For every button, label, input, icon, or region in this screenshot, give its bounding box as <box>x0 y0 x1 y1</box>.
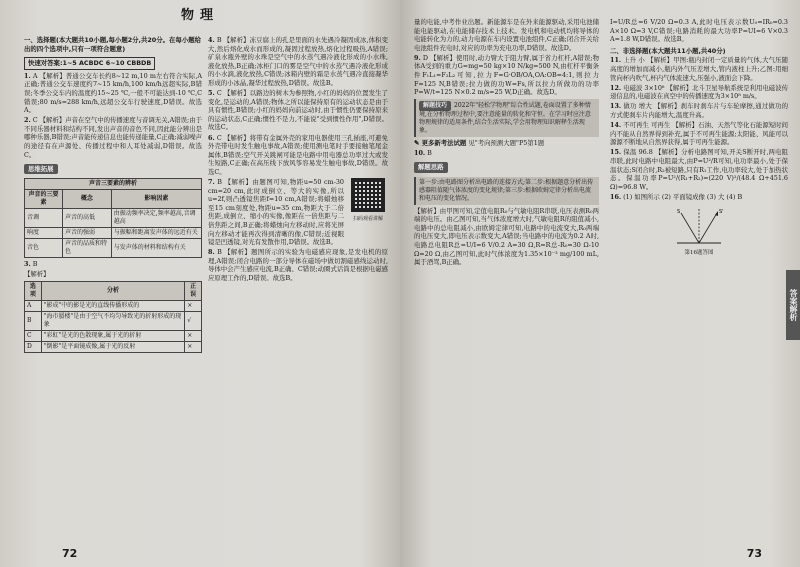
page-title: 物理 <box>180 8 219 23</box>
section-heading: 二、非选择题(本大题共11小题,共40分) <box>610 46 726 55</box>
question-16: 16. (1) 如图所示 (2) 平面镜成像 (3) 大 (4) B <box>610 192 743 201</box>
qr-caption: 扫码观看讲解 <box>352 215 383 222</box>
table-row: 音调 声音的高低 由振动频率决定,频率越高,音调越高 <box>25 209 202 228</box>
question-4: 4. B 【解析】冻豆腐上的孔是里面的水先遇冷凝固成冰,体积变大,然后熔化成水而形成的,凝固过程放热,熔化过程吸热,A错误;矿泉水瓶外壁的水珠是空气中的水蒸气遇冷液化形成的小水珠,液化放热,B正确;冰柜门口的雾是空气中的水蒸气遇冷液化形成的小水滴,液化放热,C错误;冰箱内壁的霜是水蒸气遇冷直接凝华形成的小冰晶,凝华过程放热,D错误。故选B。 <box>208 36 388 87</box>
figure-caption: 第16题答图 <box>684 250 714 257</box>
qr-code-icon[interactable] <box>351 178 385 212</box>
table-row: D "倒影"是平面镜成像,属于光的反射 × <box>25 342 202 353</box>
svg-text:S': S' <box>719 209 724 216</box>
question-6: 6. C 【解析】将带有金属外壳的家用电器使用三孔插座,可避免外壳带电时发生触电事故,A错误;使用测电笔时手要接触笔尾金属体,B错误;空气开关跳闸可能是电路中用电器总功率过大或发生短路,C正确;在高压线下放风筝容易发生触电事故,D错误。故选C。 <box>208 133 388 176</box>
table-row: A "影成"中的影是光的直线传播形成的 × <box>25 301 202 312</box>
more-questions-link[interactable]: ✎ 更多新考法试题 见"考向预测大题"P5第1题 <box>414 138 545 147</box>
table-row: C "彩虹"是光的色散现象,属于光的折射 × <box>25 331 202 342</box>
page-number: 72 <box>62 547 78 561</box>
question-13: 13. 做功 增大 【解析】刹车时刹车片与车轮摩擦,通过做功的方式使刹车片内能增大,温度升高。 <box>610 102 788 119</box>
right-column-1 <box>414 18 599 268</box>
question-9: 9. D 【解析】使用时,动力臂大于阻力臂,属于省力杠杆,A错误;物体A受到的重力G=mg=50 kg×10 N/kg=500 N,由杠杆平衡条件F₁L₁=F₂L₂可知,拉力F=G·OB/OA,OA:OB=4:1,则拉力F=125 N,B错误;拉力做的功W=Fs,所以拉力所做功的功率P=W/t=125 N×0.2 m/s=25 W,D正确。故选D。 <box>414 53 599 97</box>
question-3: 3. B <box>24 260 38 269</box>
question-5: 5. C 【解析】以路边的树木为参照物,小红的妈妈的位置发生了变化,是运动的,A错误;物体之所以能保持原有的运动状态是由于具有惯性,B错误;小红的妈妈向前运动时,由于惯性仍要保持原来的运动状态,C正确;惯性不是力,不能说"受到惯性作用",D错误。故选C。 <box>208 89 388 132</box>
table-row: 音色 声音的品质和特色 与发声体的材料和结构有关 <box>25 239 202 258</box>
svg-text:S: S <box>677 209 681 216</box>
question-11: 11. 上升 小 【解析】甲图:瓶内封闭一定质量的气体,大气压随高度的增加而减小,瓶内外气压差增大,管内液柱上升;乙图:用细管向杯内吹气,杯内气体流速大,压强小,液面会下降。 <box>610 56 788 82</box>
section-heading: 一、选择题(本大题共10小题,每小题2分,共20分。在每小题给出的四个选项中,只有一项符合题意) <box>24 36 201 53</box>
thinking-extension-label: 思维拓展 <box>24 164 58 175</box>
table-header: 概念 <box>63 190 112 209</box>
mirror-diagram-figure <box>669 205 729 249</box>
table-row: B "海市蜃楼"是由于空气不均匀导致光的折射形成的现象 √ <box>25 312 202 331</box>
solving-tip: 解题技巧 2022年"轻松学物理"综合性试题,卷面设置了多种情境,在分析物理过程中,要注意能量的转化和守恒。在学习时应注意物理规律的适用条件,结合生活实际,学会用物理知识解释生活现象。 <box>414 99 599 137</box>
question-12: 12. 电磁波 3×10⁸ 【解析】北斗卫星导航系统是利用电磁波传递信息的,电磁波在真空中的传播速度为3×10⁸ m/s。 <box>610 83 788 101</box>
question-10: 10. B <box>414 148 432 157</box>
page-number: 73 <box>746 547 762 561</box>
right-page <box>400 0 800 567</box>
table-header: 声音的三要素 <box>25 190 63 209</box>
question-14: 14. 不可再生 可再生 【解析】石油、天然气等化石能源短时间内不能从自然界得到补充,属于不可再生能源;太阳能、风能可以源源不断地从自然界获得,属于可再生能源。 <box>610 121 788 147</box>
analysis-label: 【解析】 <box>24 270 50 279</box>
table-row: 响度 声音的强弱 与振幅和距离发声体的远近有关 <box>25 228 202 239</box>
right-column-2 <box>610 18 788 258</box>
tip-label: 解题技巧 <box>419 101 451 111</box>
left-column-1 <box>24 36 202 355</box>
solution-idea-label: 解题思路 <box>414 162 448 173</box>
continued-text: I=U/R总=6 V/20 Ω=0.3 A,此时电压表示数U₀=IR₀=0.3 A×10 Ω=3 V,C错误;电路消耗的最大功率P=UI=6 V×0.3 A=1.8 W,D错误。故选B。 <box>610 18 788 44</box>
quick-answer-box: 快速对答案:1~5 ACBDC 6~10 CBBDB <box>24 57 155 70</box>
table-title: 声音三要素的辨析 <box>25 179 202 190</box>
solution-idea-box: 第一步:由电路图分析出电路的连接方式;第二步:根据题意分析出传感器阻值随气体浓度的变化规律;第三步:根据欧姆定律分析出电流和电压的变化情况。 <box>414 177 599 205</box>
question-10-analysis: 【解析】由甲图可知,定值电阻R₀与气敏电阻R串联,电压表测R₀两端的电压。由乙图可知,当气体浓度增大时,气敏电阻R的阻值减小,电路中的总电阻减小,由欧姆定律可知,电路中的电流变大,R₀两端的电压变大,即电压表示数变大,A错误;当电路中的电流为0.2 A时,电路总电阻R总=U/I=6 V/0.2 A=30 Ω,R=R总-R₀=30 Ω-10 Ω=20 Ω,由乙图可知,此时气体浓度为1.35×10⁻³ mg/100 mL,属于酒驾,B正确。 <box>414 206 599 267</box>
continued-text: 量的电能,中考作业出题。新能源车是在外来能源驱动,采用电池储能电能驱动,在电能储存技术上技术。发电机和电动机均将导体的电能转化为力的,动力电源在车内设置电池组件,C正确;闭合开关给电池组件充电时,对应的功率为充电功率,D错误。故选D。 <box>414 18 599 52</box>
ray-diagram-icon <box>669 205 729 249</box>
question-1: 1. A 【解析】普通公交车长约8~12 m,10 m左右符合实际,A正确;普通公交车速度约7~15 km/h,100 km/h远超实际,B错误;冬季公交车内的温度约15~25 ℃,一般不可能达到-10 ℃,C错误;80 m/s=288 km/h,远超公交车行驶速度,D错误。故选A。 <box>24 71 202 115</box>
left-column-2 <box>208 36 388 284</box>
option-analysis-table: 选项 分析 正误 A "影成"中的影是光的直线传播形成的 × B "海市蜃楼"是由于空气不均匀导致光的折射形成的现象 √ C "彩虹"是光的色散现象,属于光的折射 × D "倒影"是平面镜成像,属于光的反射 × <box>24 281 202 353</box>
table-header: 影响因素 <box>111 190 201 209</box>
question-15: 15. 保温 96.8 【解析】分析电路图可知,开关S断开时,两电阻串联,此时电路中电阻最大,由P=U²/R可知,电功率最小,处于保温状态;S闭合时,R₂被短路,只有R₁工作,电功率较大,处于加热状态。保温功率P=U²/(R₁+R₂)=(220 V)²/(48.4 Ω+451.6 Ω)=96.8 W。 <box>610 148 788 191</box>
question-7: 7. B 【解析】由题图可知,物距u=50 cm-30 cm=20 cm,此时成倒立、等大的实像,所以u=2f,则凸透镜焦距f=10 cm,A错误;将蜡烛移至15 cm刻度处,物距u=35 cm,物距大于二倍焦距,成倒立、缩小的实像,像距在一倍焦距与二倍焦距之间,B正确;将蜡烛向左移动时,应将光屏向左移动才能再次得到清晰的像,C错误;近视眼镜是凹透镜,对光有发散作用,D错误。故选B。 <box>208 178 344 247</box>
answer-side-tab[interactable]: 答案解析 <box>786 270 800 340</box>
sound-elements-table <box>24 178 202 258</box>
question-8: 8. B 【解析】题图所示的实验为电磁感应现象,是发电机的原理,A错误;闭合电路的一部分导体在磁场中做切割磁感线运动时,导体中会产生感应电流,B正确、C错误;动圈式话筒是根据电磁感应原理工作的,D错误。故选B。 <box>208 248 388 283</box>
question-2: 2. C 【解析】声音在空气中的传播速度与音调无关,A错误;由于不同乐器材料和结构不同,发出声音的音色不同,因此能分辨出是哪种乐器,B错误;声音能传递信息也能传递能量,C正确;减弱噪声的途径有在声源处、传播过程中和人耳处减弱,D错误。故选C。 <box>24 116 202 159</box>
